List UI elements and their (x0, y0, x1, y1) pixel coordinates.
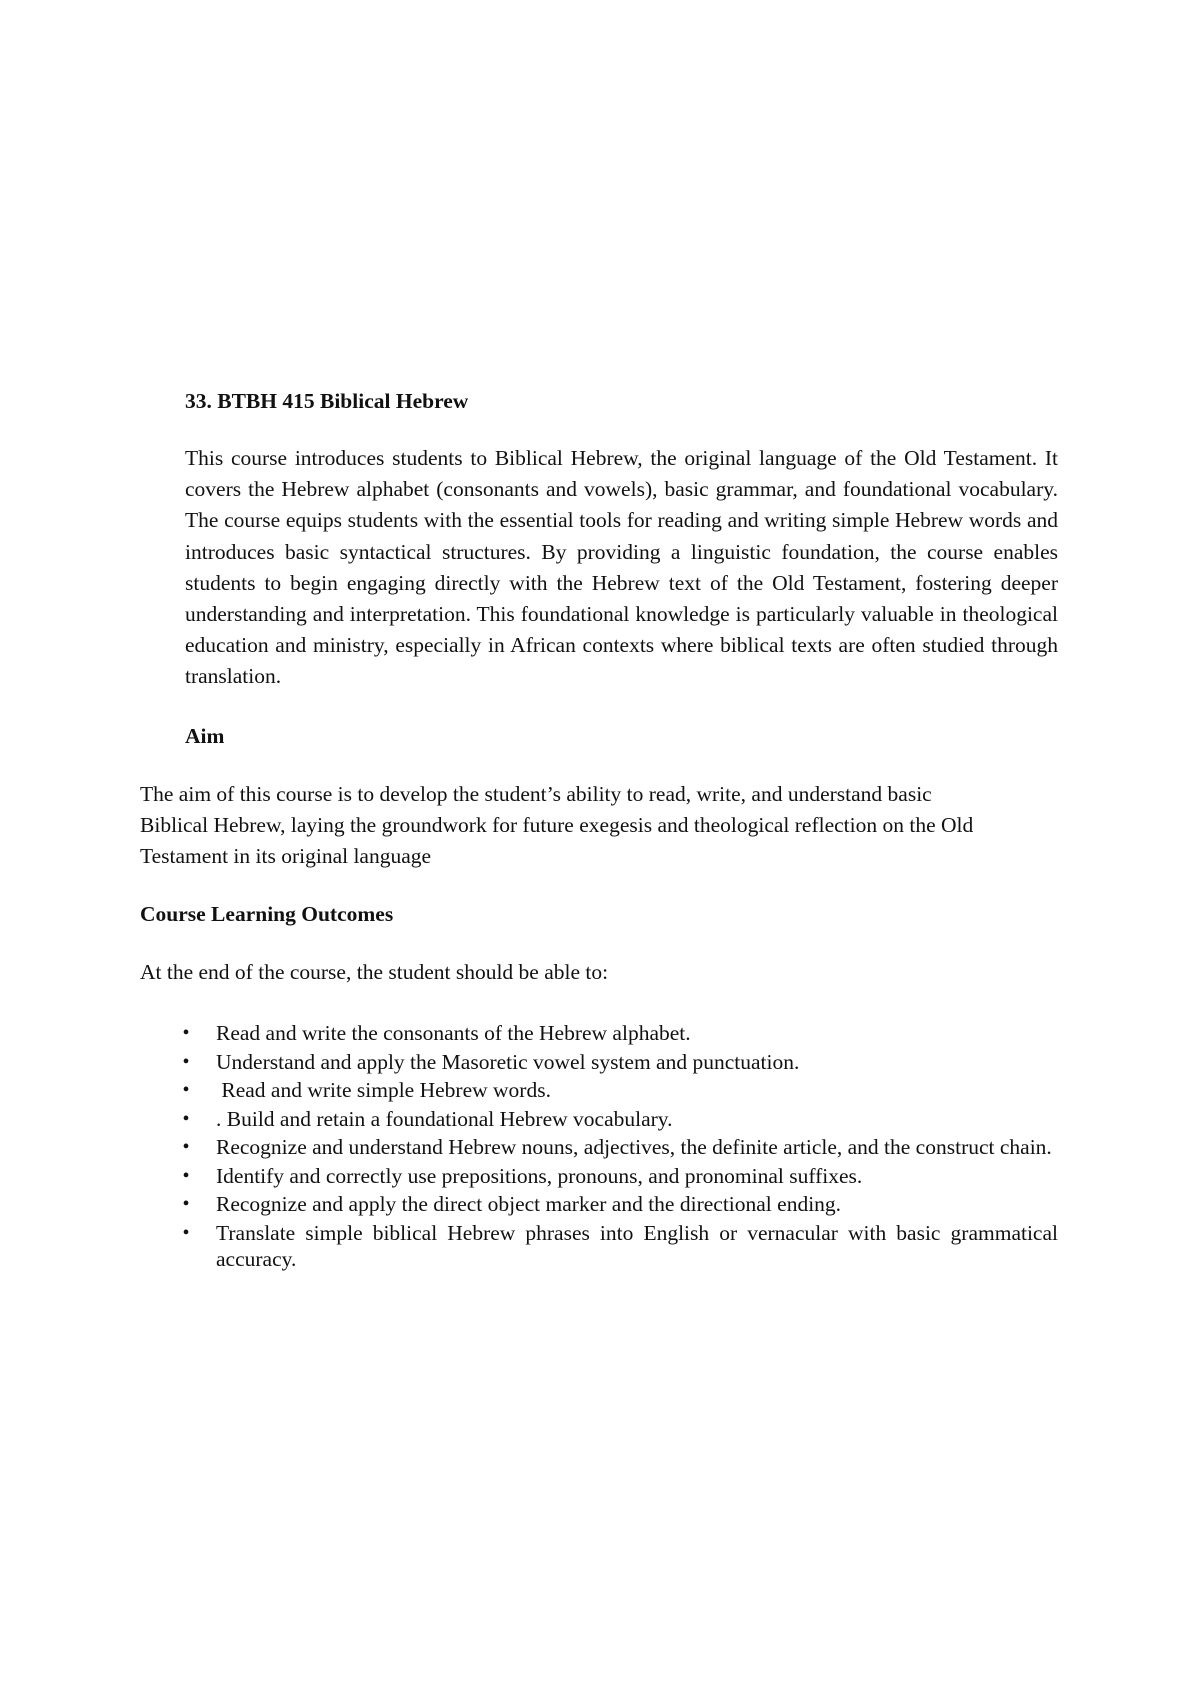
outcomes-intro: At the end of the course, the student should be able to: (140, 960, 609, 984)
outcome-item (176, 1020, 1058, 1046)
outcome-text: Understand and apply the Masoretic vowel system and punctuation. (216, 1049, 800, 1074)
bullet-icon: • (182, 1079, 190, 1101)
bullet-icon: • (182, 1022, 190, 1044)
aim-paragraph (140, 779, 1058, 873)
outcome-item (176, 1049, 1058, 1075)
outcome-text: Read and write the consonants of the Hebrew alphabet. (216, 1021, 691, 1045)
bullet-icon: • (182, 1193, 190, 1215)
outcome-text: Read and write simple Hebrew words. (216, 1078, 551, 1102)
outcome-item (176, 1134, 1058, 1160)
bullet-icon: • (182, 1107, 190, 1130)
outcomes-list (176, 1020, 1058, 1274)
outcome-text: . Build and retain a foundational Hebrew vocabulary. (216, 1106, 673, 1131)
outcome-item (176, 1077, 1058, 1103)
aim-heading: Aim (185, 724, 225, 748)
outcome-item (176, 1163, 1058, 1189)
outcomes-heading: Course Learning Outcomes (140, 902, 394, 926)
outcome-text: Translate simple biblical Hebrew phrases into English or vernacular with basic grammatical accuracy. (216, 1220, 1058, 1271)
outcome-item (176, 1220, 1058, 1272)
bullet-icon: • (182, 1136, 190, 1158)
aim-line: The aim of this course is to develop the student’s ability to read, write, and understand basic (140, 782, 932, 806)
aim-line: Biblical Hebrew, laying the groundwork for future exegesis and theological reflection on the Old (140, 813, 974, 838)
outcome-item (176, 1106, 1058, 1132)
outcome-text: Recognize and apply the direct object marker and the directional ending. (216, 1192, 842, 1216)
bullet-icon: • (182, 1050, 190, 1073)
outcome-text: Identify and correctly use prepositions, pronouns, and pronominal suffixes. (216, 1163, 863, 1188)
course-title: 33. BTBH 415 Biblical Hebrew (185, 389, 469, 413)
bullet-icon: • (182, 1221, 190, 1244)
course-description: This course introduces students to Biblical Hebrew, the original language of the Old Testament. It covers the Hebrew alphabet (consonants and vowels), basic grammar, and foundational vocabulary. The course equips students with the essential tools for reading and writing simple Hebrew words and introduces basic syntactical structures. By providing a linguistic foundation, the course enables students to begin engaging directly with the Hebrew text of the Old Testament, fostering deeper understanding and interpretation. This foundational knowledge is particularly valuable in theological education and ministry, especially in African contexts where biblical texts are often studied through translation. (185, 446, 1058, 689)
outcome-text: Recognize and understand Hebrew nouns, adjectives, the definite article, and the construct chain. (216, 1135, 1052, 1159)
aim-line: Testament in its original language (140, 844, 432, 869)
bullet-icon: • (182, 1164, 190, 1187)
outcome-item (176, 1191, 1058, 1217)
